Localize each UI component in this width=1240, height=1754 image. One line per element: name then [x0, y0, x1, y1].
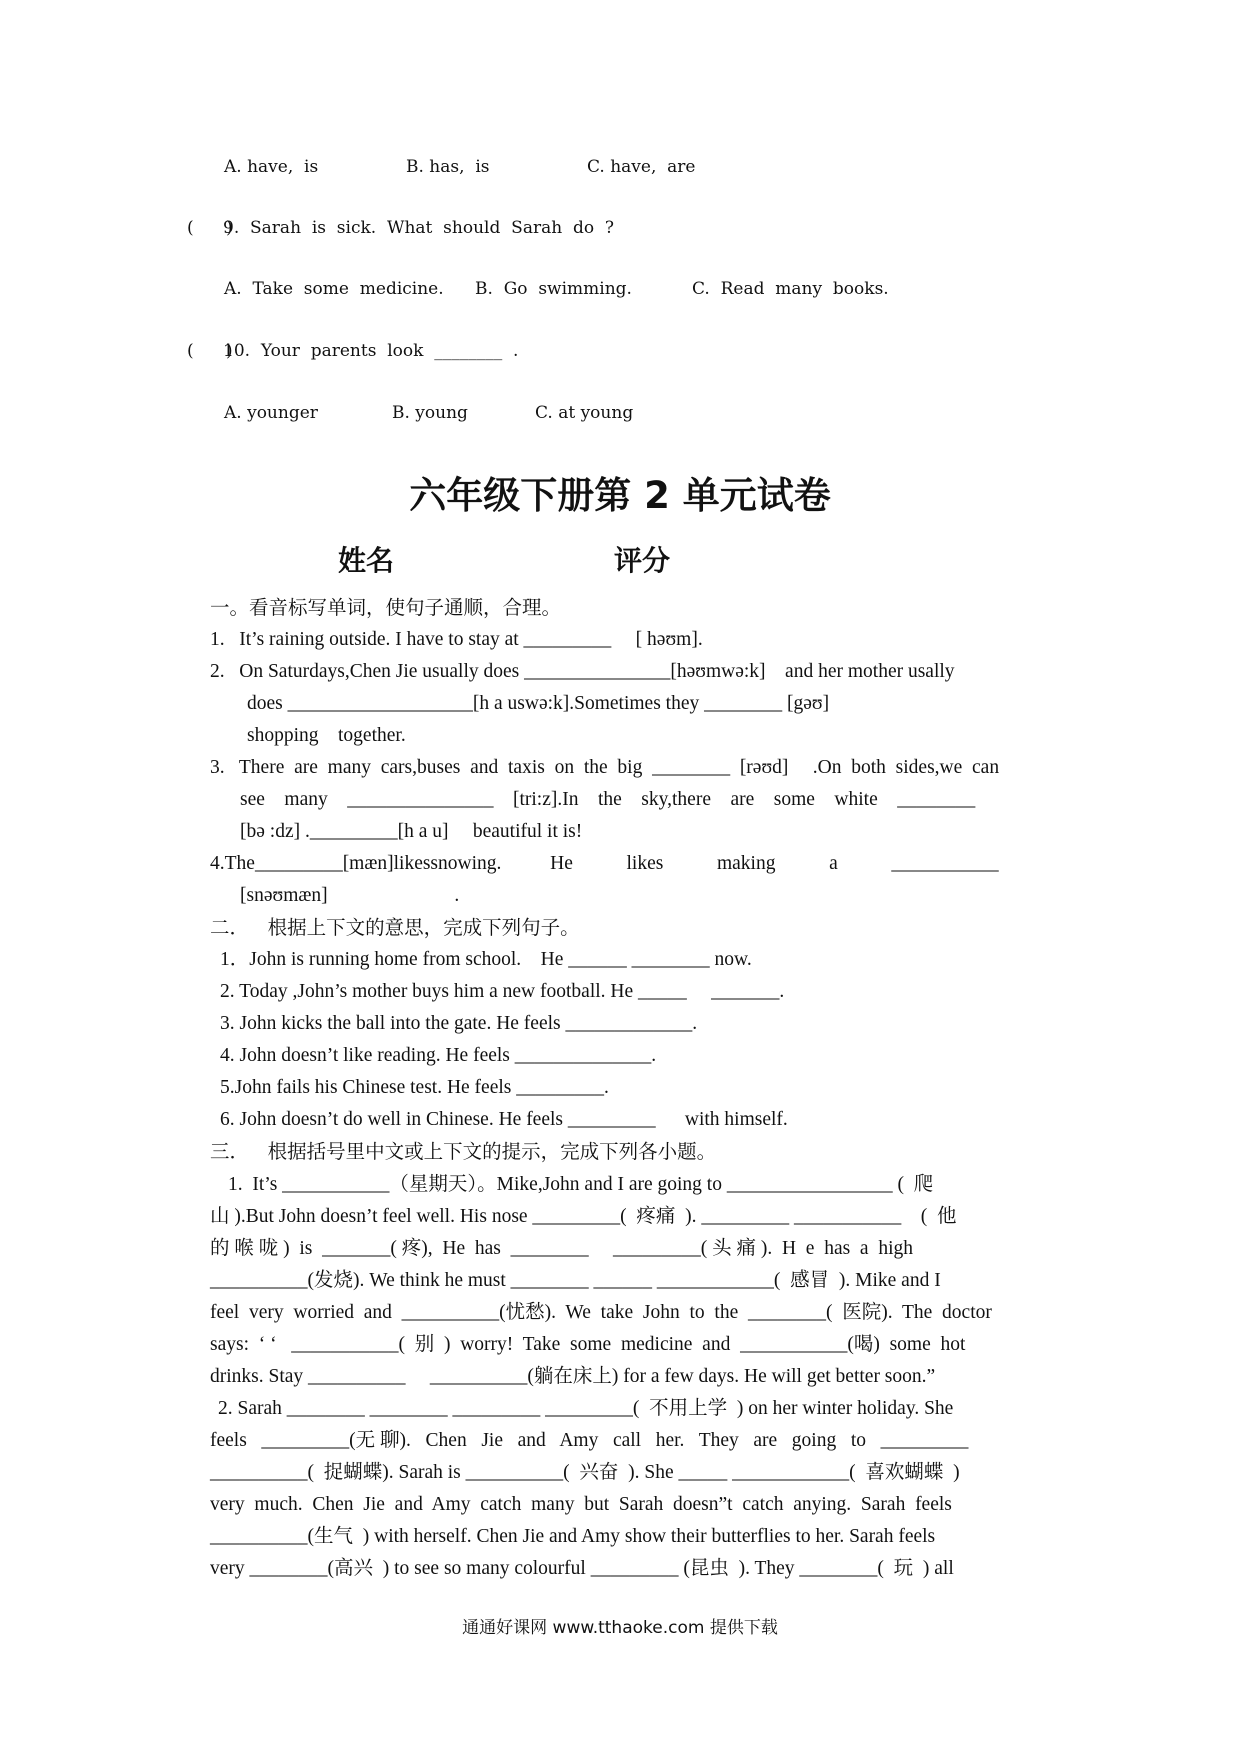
q9-paren: ( ): [187, 218, 233, 238]
q10-paren: ( ): [187, 341, 233, 361]
section1-line: 2. On Saturdays,Chen Jie usually does _______________[həʊmwə:k] and her mother usally: [210, 661, 955, 682]
section2-line: 4. John doesn’t like reading. He feels ______________.: [220, 1045, 657, 1066]
page-title: 六年级下册第 2 单元试卷: [409, 474, 831, 517]
section1-line: see many _______________ [tri:z].In the sky,there are some white ________: [240, 789, 976, 810]
section2-line: 5.John fails his Chinese test. He feels _________.: [220, 1077, 609, 1098]
page-footer: 通通好课网 www.tthaoke.com 提供下载: [462, 1618, 778, 1638]
section1-line: 3. There are many cars,buses and taxis on the big ________ [rəʊd] .On both sides,we can: [210, 757, 1000, 778]
score-label: 评分: [614, 544, 671, 577]
section2-line: 2. Today ,John’s mother buys him a new football. He _____ _______.: [220, 981, 785, 1002]
q10-option-b: B. young: [392, 403, 468, 423]
section3-line: very ________(高兴 ) to see so many colourful _________ (昆虫 ). They ________( 玩 ) all: [210, 1558, 954, 1579]
section2-heading: 二． 根据上下文的意思，完成下列句子。: [210, 916, 580, 939]
section1-line: shopping together.: [247, 725, 406, 746]
q9-option-c: C. Read many books.: [692, 279, 889, 299]
section1-line: [bə :dz] ._________[h a u] beautiful it is!: [240, 821, 583, 842]
q8-option-a: A. have, is: [224, 157, 319, 177]
section3-line: __________(生气 ) with herself. Chen Jie and Amy show their butterflies to her. Sarah feels: [210, 1526, 936, 1547]
section3-line: feels _________(无 聊). Chen Jie and Amy call her. They are going to _________: [210, 1430, 969, 1451]
q9-option-b: B. Go swimming.: [475, 279, 632, 299]
section3-line: 山 ).But John doesn’t feel well. His nose _________( 疼痛 ). _________ ___________ ( 他: [210, 1206, 957, 1227]
section3-line: 的 喉 咙 ) is _______( 疼), He has ________ _________( 头 痛 ). H e has a high: [210, 1238, 914, 1259]
name-label: 姓名: [338, 544, 395, 577]
section1-line: does ___________________[h a uswə:k].Sometimes they ________ [gəʊ]: [247, 693, 830, 714]
section3-line: 1. It’s ___________（星期天）。Mike,John and I are going to _________________ ( 爬: [228, 1174, 934, 1195]
section3-heading: 三． 根据括号里中文或上下文的提示，完成下列各小题。: [210, 1140, 717, 1163]
q9-option-a: A. Take some medicine.: [224, 279, 444, 299]
q9-question: 9. Sarah is sick. What should Sarah do ?: [223, 218, 615, 238]
q8-option-b: B. has, is: [406, 157, 490, 177]
section2-line: 1．John is running home from school. He ______ ________ now.: [220, 949, 752, 970]
q10-option-a: A. younger: [224, 403, 318, 423]
section1-heading: 一。看音标写单词，使句子通顺，合理。: [210, 596, 562, 619]
section2-line: 3. John kicks the ball into the gate. He feels _____________.: [220, 1013, 698, 1034]
section1-line: 4.The_________[mæn]likessnowing. He likes making a ___________: [210, 853, 999, 874]
section3-line: 2. Sarah ________ ________ _________ _________( 不用上学 ) on her winter holiday. She: [218, 1398, 954, 1419]
q10-option-c: C. at young: [535, 403, 634, 423]
section2-line: 6. John doesn’t do well in Chinese. He feels _________ with himself.: [220, 1109, 788, 1130]
section3-line: feel very worried and __________(忧愁). We take John to the ________( 医院). The doctor: [210, 1302, 992, 1323]
section3-line: drinks. Stay __________ __________(躺在床上) for a few days. He will get better soon.”: [210, 1366, 936, 1387]
section3-line: very much. Chen Jie and Amy catch many but Sarah doesn”t catch anying. Sarah feels: [210, 1494, 952, 1515]
section3-line: says: ‘ ‘ ___________( 别 ) worry! Take some medicine and ___________(喝) some hot: [210, 1334, 966, 1355]
section1-line: 1. It’s raining outside. I have to stay at _________ [ həʊm].: [210, 629, 703, 650]
section1-line: [snəʊmæn] .: [240, 885, 460, 906]
q10-question: 10. Your parents look ________ .: [223, 341, 519, 361]
q8-option-c: C. have, are: [587, 157, 696, 177]
section3-line: __________( 捉蝴蝶). Sarah is __________( 兴奋 ). She _____ ____________( 喜欢蝴蝶 ): [210, 1462, 960, 1483]
section3-line: __________(发烧). We think he must ________ ______ ____________( 感冒 ). Mike and I: [210, 1270, 941, 1291]
